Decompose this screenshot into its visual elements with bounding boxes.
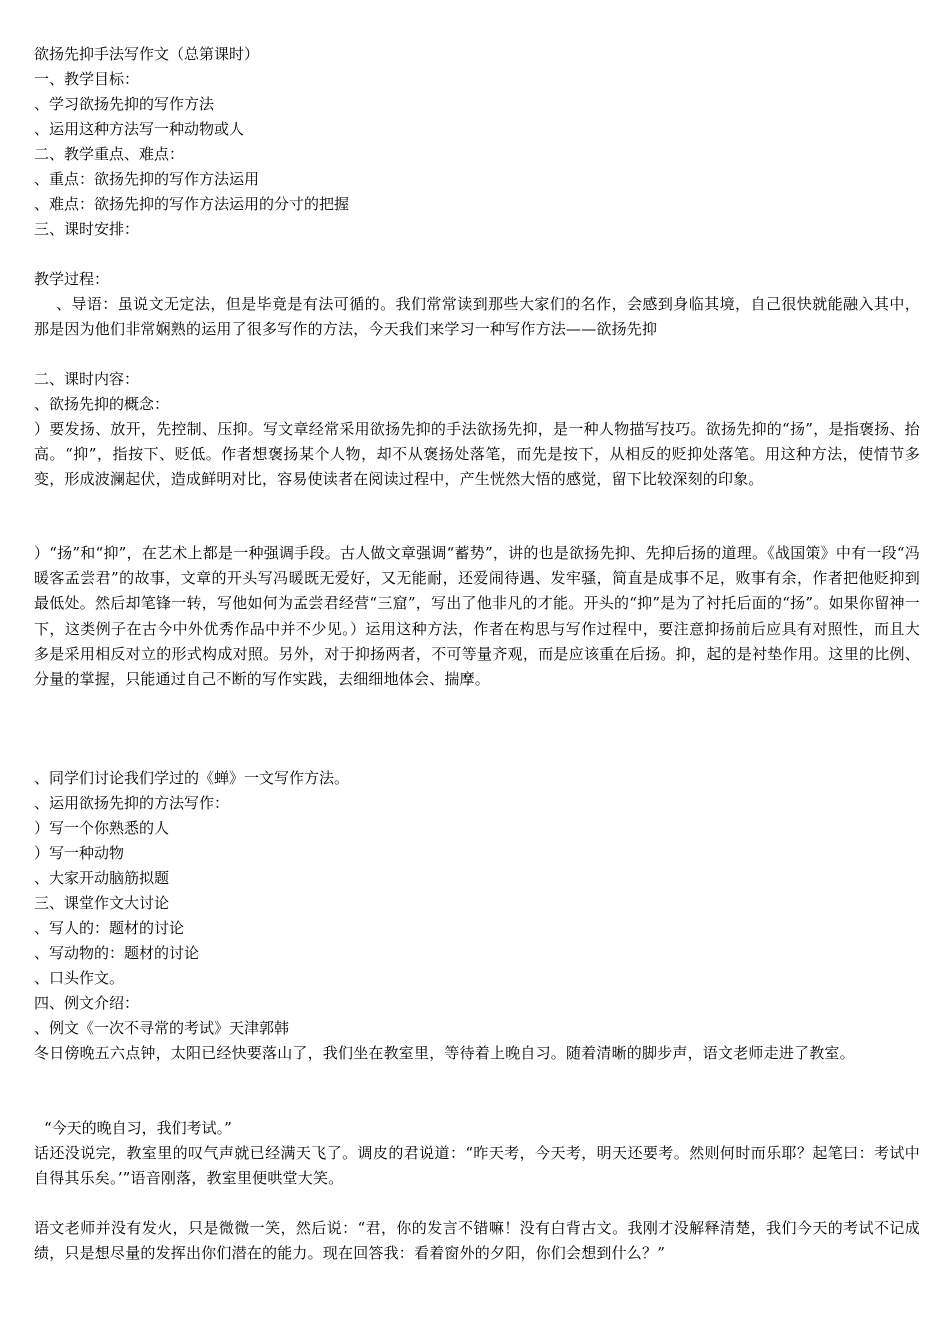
concept-paragraph-2: ）“扬”和“抑”，在艺术上都是一种强调手段。古人做文章强调“蓄势”，讲的也是欲扬先抑、先抑后扬的道理。《战国策》中有一段“冯暖客孟尝君”的故事，文章的开头写冯暖既无爱好，又无能耐，还爱闹待遇、发牢骚，简直是成事不足，败事有余，作者把他贬抑到最低处。然后却笔锋一转，写他如何为孟尝君经营“三窟”，写出了他非凡的才能。开头的“抑”是为了衬托后面的“扬”。如果你留神一下，这类例子在古今中外优秀作品中并不少见。）运用这种方法，作者在构思与写作过程中，要注意抑扬前后应具有对照性，而且大多是采用相反对立的形式构成对照。另外，对于抑扬两者，不可等量齐观，而是应该重在后扬。抑，起的是衬垫作用。这里的比例、分量的掌握，只能通过自己不断的写作实践，去细细地体会、揣摩。 bbox=[34, 544, 920, 689]
section-heading-discussion: 三、课堂作文大讨论 bbox=[34, 894, 170, 912]
example-quote: “今天的晚自习，我们考试。” bbox=[44, 1119, 232, 1137]
section-heading-objectives: 一、教学目标： bbox=[34, 70, 140, 88]
document-title: 欲扬先抑手法写作文（总第课时） bbox=[34, 45, 260, 63]
section-heading-examples: 四、例文介绍： bbox=[34, 994, 140, 1012]
list-item: 、欲扬先抑的概念： bbox=[34, 395, 170, 413]
example-paragraph-1: 冬日傍晚五六点钟，太阳已经快要落山了，我们坐在教室里，等待着上晚自习。随着清晰的脚步声，语文老师走进了教室。 bbox=[34, 1044, 855, 1062]
section-heading-key-points: 二、教学重点、难点： bbox=[34, 145, 185, 163]
example-paragraph-3: 语文老师并没有发火，只是微微一笑，然后说：“君，你的发言不错嘛！没有白背古文。我刚才没解释清楚，我们今天的考试不记成绩，只是想尽量的发挥出你们潜在的能力。现在回答我：看着窗外的夕阳，你们会想到什么？” bbox=[34, 1219, 920, 1263]
list-item: 、学习欲扬先抑的写作方法 bbox=[34, 95, 215, 113]
list-item: 、重点：欲扬先抑的写作方法运用 bbox=[34, 170, 260, 188]
list-item: 、例文《一次不寻常的考试》天津郭韩 bbox=[34, 1019, 290, 1037]
list-item: 、大家开动脑筋拟题 bbox=[34, 869, 170, 887]
list-item: 、难点：欲扬先抑的写作方法运用的分寸的把握 bbox=[34, 195, 350, 213]
list-item: 、同学们讨论我们学过的《蝉》一文写作方法。 bbox=[34, 769, 350, 787]
list-item: 、口头作文。 bbox=[34, 969, 125, 987]
list-item: ）写一种动物 bbox=[34, 844, 125, 862]
example-paragraph-2: 话还没说完，教室里的叹气声就已经满天飞了。调皮的君说道：“昨天考，今天考，明天还要考。然则何时而乐耶？起笔曰：考试中自得其乐矣。’”语音刚落，教室里便哄堂大笑。 bbox=[34, 1144, 920, 1188]
list-item: 、写人的：题材的讨论 bbox=[34, 919, 185, 937]
section-heading-content: 二、课时内容： bbox=[34, 370, 140, 388]
concept-paragraph-1: ）要发扬、放开，先控制、压抑。写文章经常采用欲扬先抑的手法欲扬先抑，是一种人物描写技巧。欲扬先抑的“扬”，是指褒扬、抬高。“抑”，指按下、贬低。作者想褒扬某个人物，却不从褒扬处落笔，而先是按下，从相反的贬抑处落笔。用这种方法，使情节多变，形成波澜起伏，造成鲜明对比，容易使读者在阅读过程中，产生恍然大悟的感觉，留下比较深刻的印象。 bbox=[34, 420, 920, 489]
list-item: 、运用欲扬先抑的方法写作： bbox=[34, 794, 230, 812]
intro-paragraph: 、导语：虽说文无定法，但是毕竟是有法可循的。我们常常读到那些大家们的名作，会感到身临其境，自己很快就能融入其中，那是因为他们非常娴熟的运用了很多写作的方法，今天我们来学习一种写作方法——欲扬先抑 bbox=[34, 295, 920, 339]
list-item: 、写动物的：题材的讨论 bbox=[34, 944, 200, 962]
list-item: ）写一个你熟悉的人 bbox=[34, 819, 170, 837]
section-heading-schedule: 三、课时安排： bbox=[34, 220, 140, 238]
list-item: 、运用这种方法写一种动物或人 bbox=[34, 120, 245, 138]
section-heading-process: 教学过程： bbox=[34, 270, 110, 288]
